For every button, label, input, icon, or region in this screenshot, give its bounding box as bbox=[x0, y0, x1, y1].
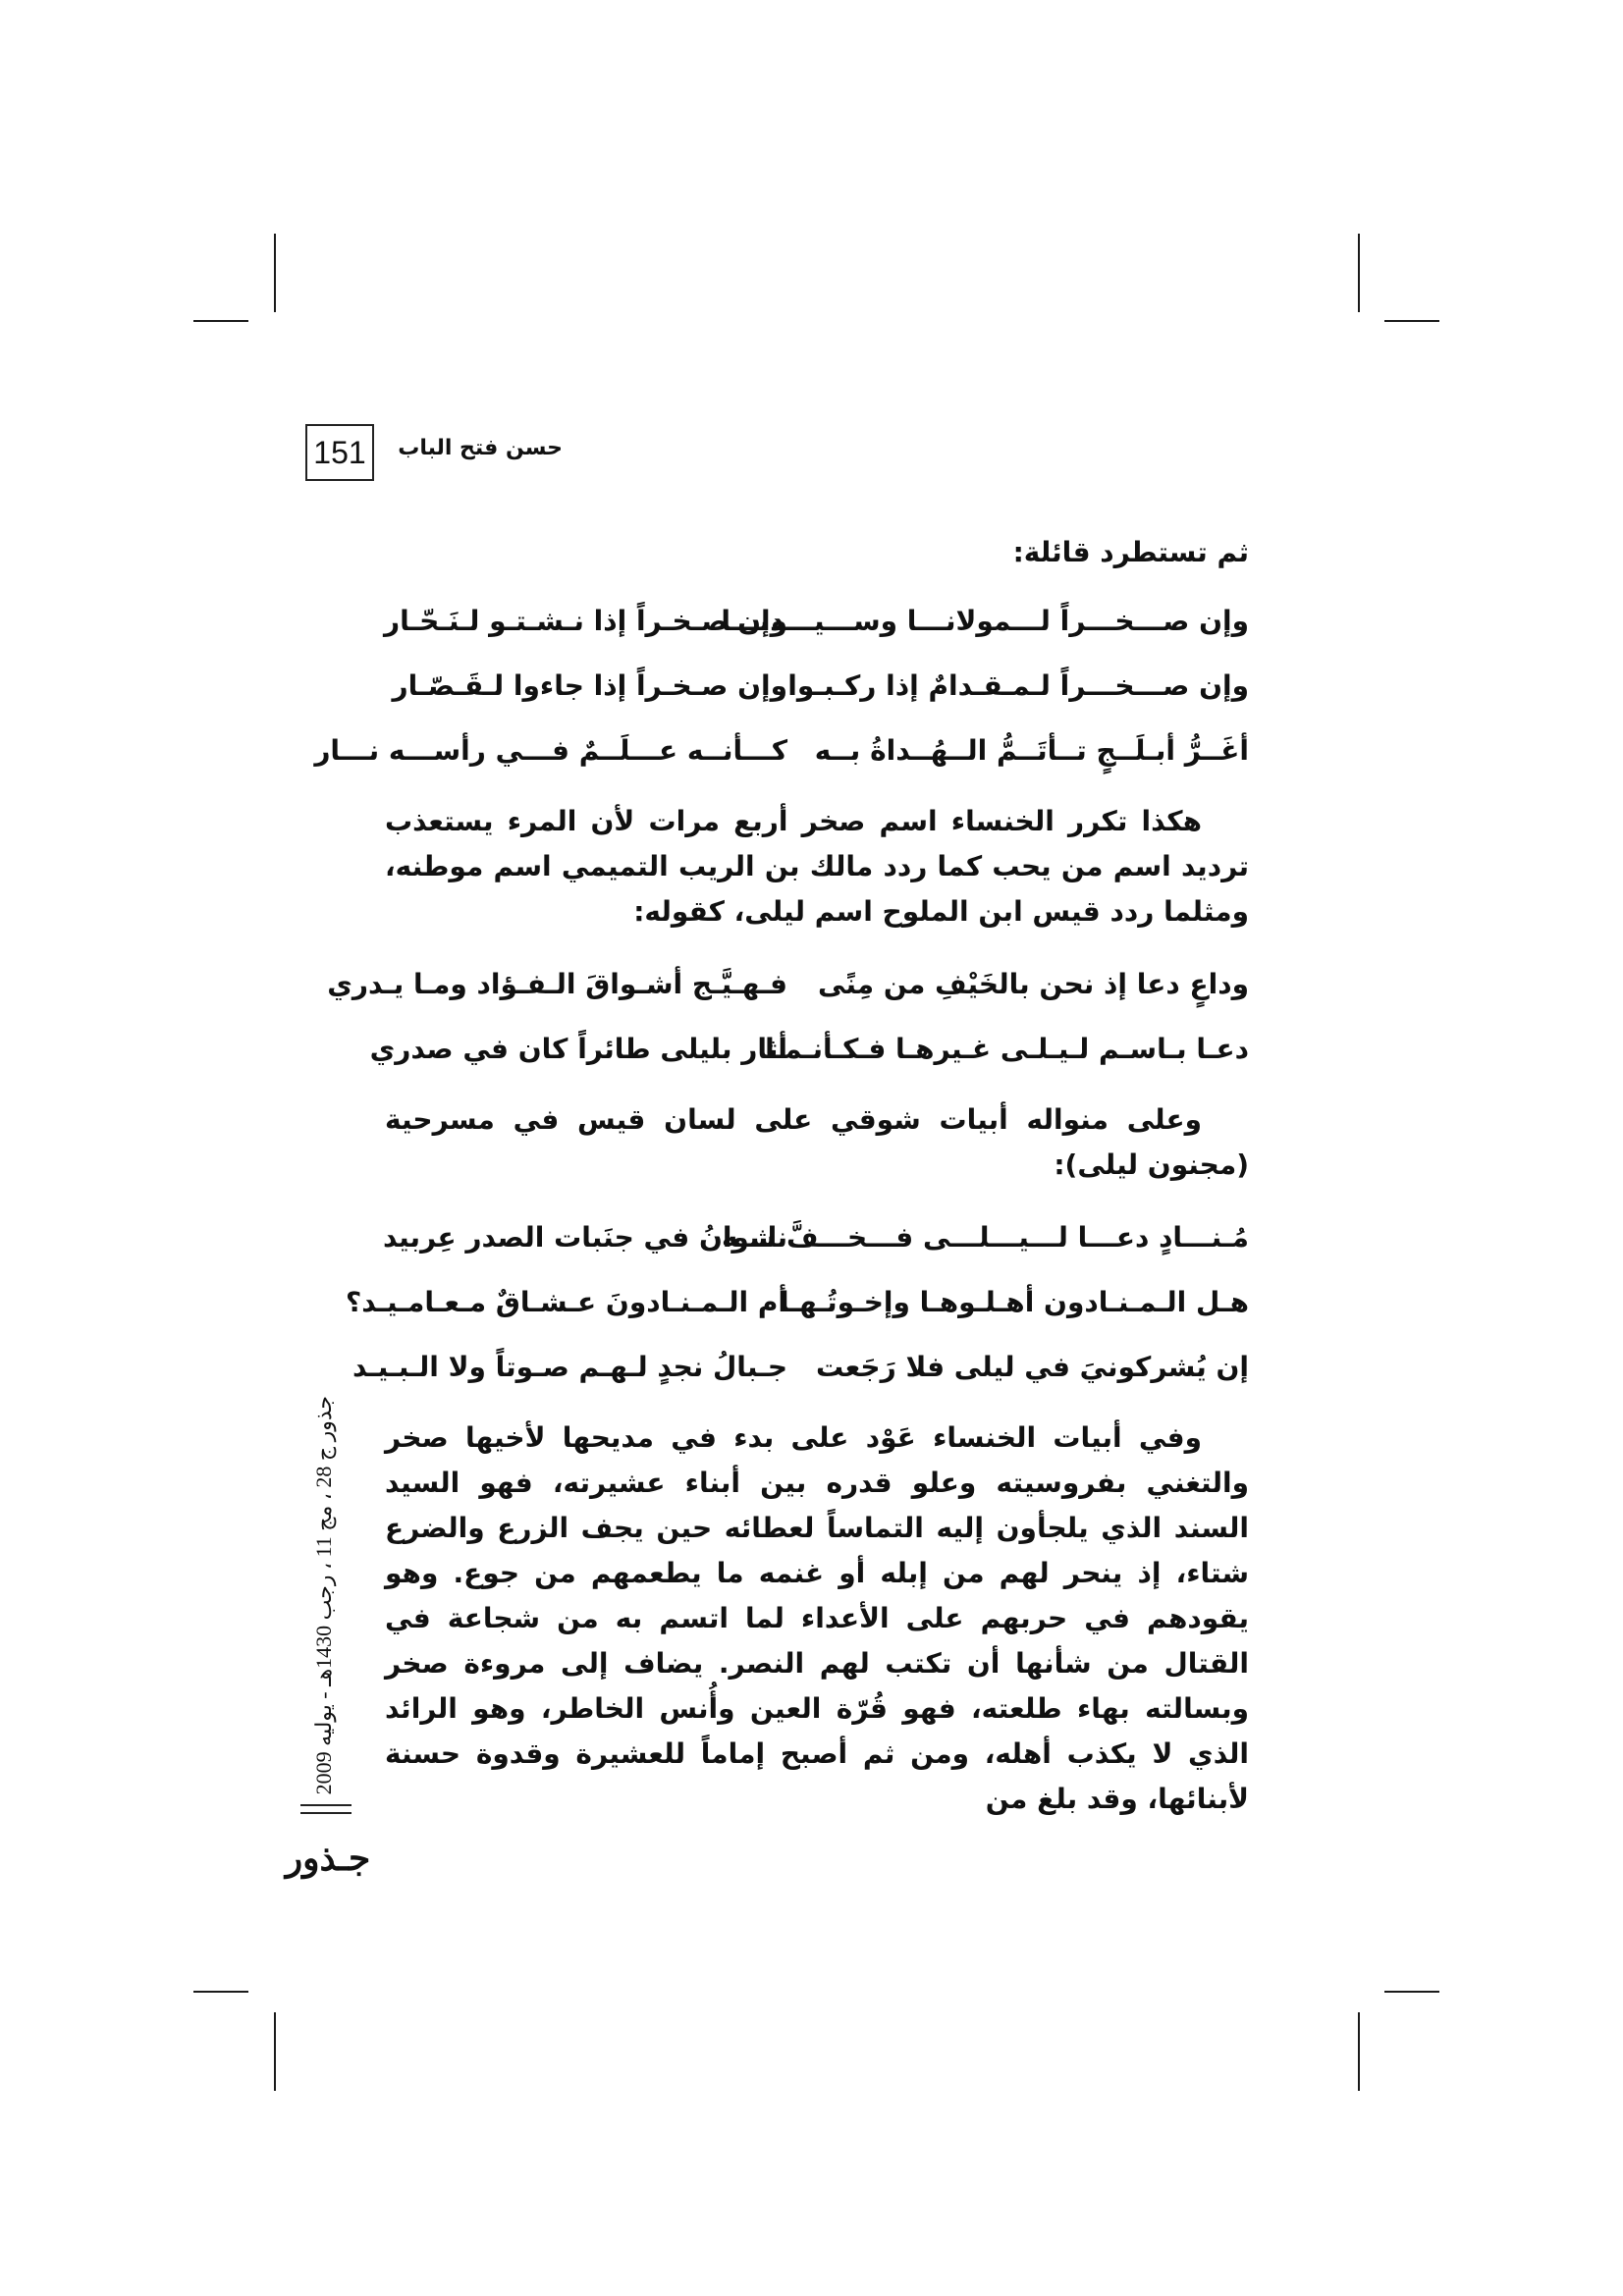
verse-second-hemistich: كـــأنــه عـــلَــمٌ فـــي رأســـه نـــار bbox=[314, 734, 787, 767]
verse-first-hemistich: هـل الـمـنـادون أهـلـوهـا وإخـوتُـهـا bbox=[779, 1286, 1249, 1318]
verse-first-hemistich: وداعٍ دعا إذ نحن بالخَيْفِ من مِنًى bbox=[818, 968, 1249, 1000]
verse-second-hemistich: فـهـيَّـج أشـواقَ الـفـؤاد ومـا يـدري bbox=[327, 968, 787, 1000]
side-rule-top bbox=[300, 1804, 352, 1806]
crop-mark-bottom-left-h bbox=[193, 1991, 248, 1993]
verse-first-hemistich: وإن صـــخـــراً لـــمولانـــا وســـيـــدنـــا bbox=[721, 605, 1249, 637]
verse-line bbox=[314, 719, 1249, 783]
paragraph-praise: وفي أبيات الخنساء عَوْد على بدء في مديحها لأخيها صخر والتغني بفروسيته وعلو قدره بين أبناء عشيرته، فهو السيد السند الذي يلجأون إليه التماساً لعطائه حين يجف الزرع والضرع شتاء، إذ ينحر لهم من إبله أو غنمه ما يطعمهم من جوع. وهو يقودهم في حربهم على الأعداء لما اتسم به من شجاعة في القتال من شأنها أن تكتب لهم النصر. يضاف إلى مروءة صخر وبسالته بهاء طلعته، فهو قُرّة العين وأُنس الخاطر، وهو الرائد الذي لا يكذب أهله، ومن ثم أصبح إماماً للعشيرة وقدوة حسنة لأبنائها، وقد بلغ من bbox=[385, 1421, 1249, 1815]
verse-line bbox=[346, 1270, 1249, 1335]
intro-line: ثم تستطرد قائلة: bbox=[1012, 536, 1249, 568]
journal-issue-text: جذور ج 28 ، مج 11 ، رجب 1430هـ - يوليه 2009 bbox=[311, 1395, 336, 1795]
crop-mark-top-right-v bbox=[1358, 234, 1360, 312]
verse-line bbox=[385, 654, 1249, 719]
verse-first-hemistich: أغَــرُّ أبـلَــجٍ تــأتَــمُّ الــهُــداةُ بــه bbox=[814, 734, 1249, 767]
crop-mark-top-left-v bbox=[274, 234, 276, 312]
running-header-author: حسن فتح الباب bbox=[398, 436, 563, 460]
verse-line bbox=[382, 1205, 1249, 1270]
verse-line bbox=[385, 589, 1249, 654]
crop-mark-bottom-left-v bbox=[274, 2012, 276, 2091]
verse-second-hemistich: أم الـمـنـادونَ عـشـاقٌ مـعـامـيـد؟ bbox=[346, 1286, 787, 1318]
paragraph-shawqi: وعلى منواله أبيات شوقي على لسان قيس في مسرحية (مجنون ليلى): bbox=[385, 1103, 1249, 1181]
verse-second-hemistich: أثار بليلى طائراً كان في صدري bbox=[369, 1033, 787, 1065]
poem-khansa bbox=[314, 589, 1249, 783]
verse-line bbox=[327, 952, 1249, 1017]
crop-mark-top-left-h bbox=[193, 320, 248, 322]
poem-shawqi bbox=[346, 1205, 1249, 1400]
verse-second-hemistich: وإن صـخـراً إذا نـشـتـو لـنَـحّـار bbox=[383, 605, 787, 637]
verse-first-hemistich: دعـا بـاسـم لـيـلـى غـيرهـا فـكـأنـمـا bbox=[765, 1033, 1249, 1065]
verse-line bbox=[369, 1017, 1249, 1082]
journal-logo: جـذور bbox=[285, 1838, 371, 1879]
crop-mark-bottom-right-v bbox=[1358, 2012, 1360, 2091]
verse-second-hemistich: نشوانُ في جنَبات الصدر عِربيد bbox=[382, 1221, 787, 1254]
verse-line bbox=[352, 1335, 1249, 1400]
page-number: 151 bbox=[305, 424, 374, 481]
verse-first-hemistich: إن يُشركونيَ في ليلى فلا رَجَعت bbox=[815, 1351, 1249, 1383]
crop-mark-top-right-h bbox=[1384, 320, 1439, 322]
side-rule-bottom bbox=[300, 1812, 352, 1814]
verse-first-hemistich: مُـنـــادٍ دعـــا لـــيـــلـــى فـــخـــفَّ لـــه bbox=[722, 1221, 1249, 1254]
verse-second-hemistich: وإن صـخـراً إذا جاءوا لـقَـصّـار bbox=[392, 669, 787, 702]
journal-issue-info bbox=[304, 1394, 344, 1796]
crop-mark-bottom-right-h bbox=[1384, 1991, 1439, 1993]
poem-qays bbox=[327, 952, 1249, 1082]
verse-second-hemistich: جـبالُ نجدٍ لـهـم صـوتاً ولا الـبـيـد bbox=[352, 1351, 787, 1383]
paragraph-repetition: هكذا تكرر الخنساء اسم صخر أربع مرات لأن المرء يستعذب ترديد اسم من يحب كما ردد مالك بن الريب التميمي اسم موطنه، ومثلما ردد قيس ابن الملوح اسم ليلى، كقوله: bbox=[385, 805, 1249, 928]
verse-first-hemistich: وإن صـــخـــراً لـمـقـدامٌ إذا ركـبـوا bbox=[787, 669, 1249, 702]
